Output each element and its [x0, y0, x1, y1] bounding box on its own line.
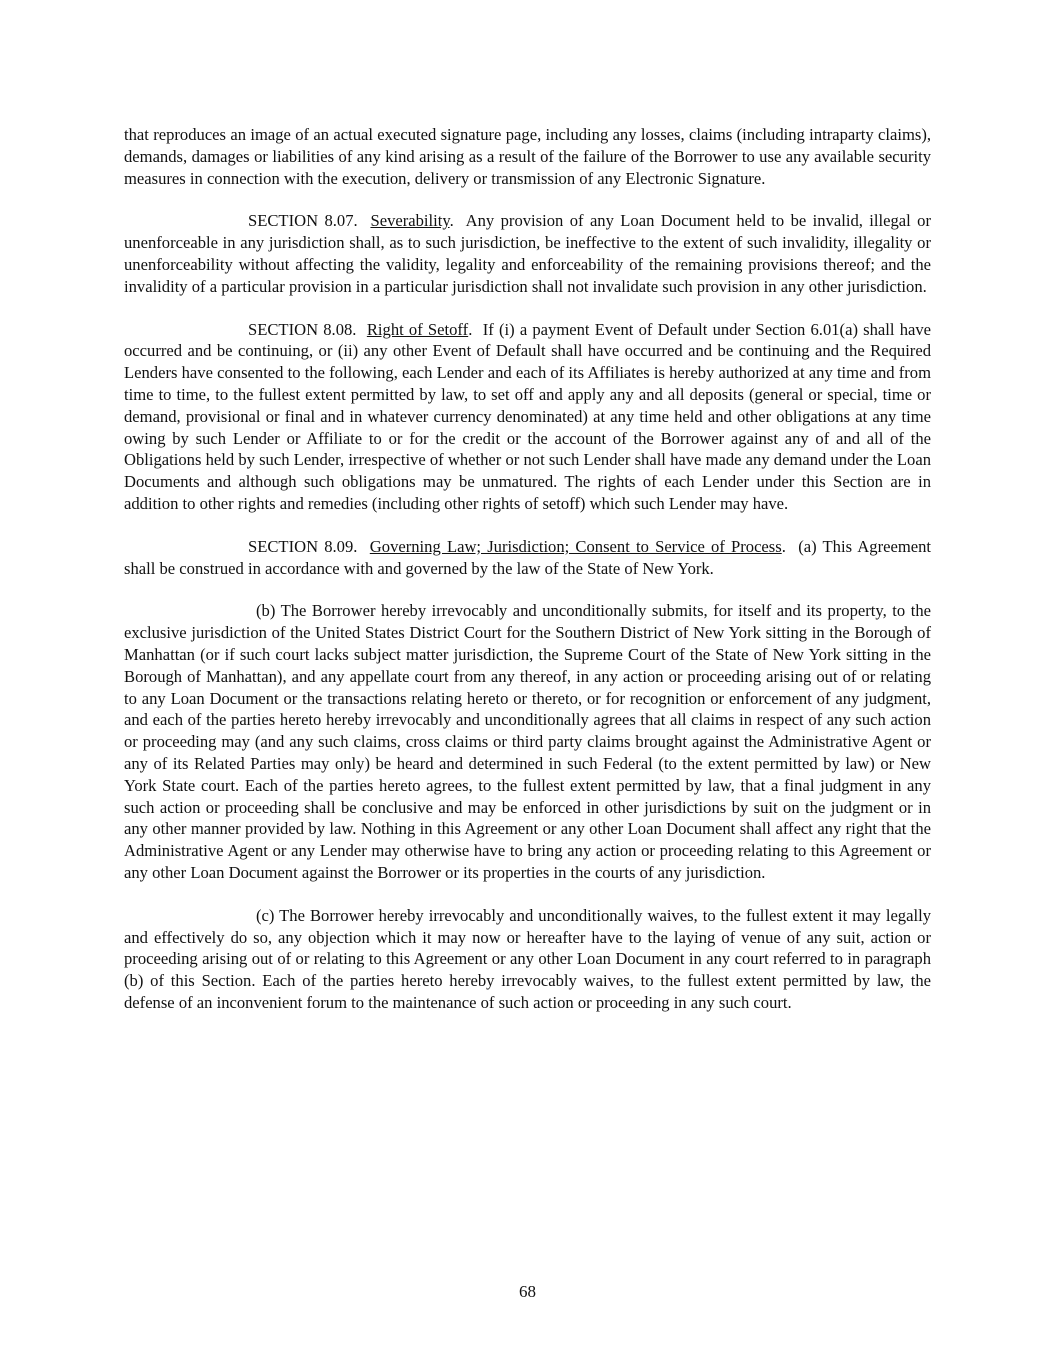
section-title: Right of Setoff	[366, 319, 469, 339]
subsection-b: (b) The Borrower hereby irrevocably and unconditionally submits, for itself and its property, to the exclusive jurisdiction of the United States District Court for the Southern District of New York sitting in the Borough of Manhattan (or if such court lacks subject matter jurisdiction, the Supreme Court of the State of New York sitting in the Borough of Manhattan), and any appellate court from any thereof, in any action or proceeding arising out of or relating to any Loan Document or the transactions relating hereto or thereto, or for recognition or enforcement of any judgment, and each of the parties hereto hereby irrevocably and unconditionally agrees that all claims in respect of any such action or proceeding may (and any such claims, cross claims or third party claims brought against the Administrative Agent or any of its Related Parties may only) be heard and determined in such Federal (to the extent permitted by law) or New York State court. Each of the parties hereto agrees, to the fullest extent permitted by law, that a final judgment in any such action or proceeding shall be conclusive and may be enforced in other jurisdictions by suit on the judgment or in any other manner provided by law. Nothing in this Agreement or any other Loan Document shall affect any right that the Administrative Agent or any Lender may otherwise have to bring any action or proceeding relating to this Agreement or any other Loan Document against the Borrower or its properties in the courts of any jurisdiction.	[124, 601, 931, 882]
section-number: SECTION 8.07.	[248, 211, 358, 231]
section-body: Any provision of any Loan Document held to be invalid, illegal or unenforceable in any jurisdiction shall, as to such jurisdiction, be ineffective to the extent of such invalidity, illegality or unenforceability without affecting the validity, legality and enforceability of the remaining provisions thereof; and the invalidity of a particular provision in a particular jurisdiction shall not invalidate such provision in any other jurisdiction.	[124, 211, 932, 296]
continuation-paragraph: that reproduces an image of an actual executed signature page, including any losses, claims (including intraparty claims), demands, damages or liabilities of any kind arising as a result of the failure of the Borrower to use any available security measures in connection with the execution, delivery or transmission of any Electronic Signature.	[124, 125, 931, 188]
section-title-punct: .	[781, 536, 786, 556]
document-page	[124, 124, 931, 1035]
subsection-c: (c) The Borrower hereby irrevocably and unconditionally waives, to the fullest extent it may legally and effectively do so, any objection which it may now or hereafter have to the laying of venue of any suit, action or proceeding arising out of or relating to this Agreement or any other Loan Document in any court referred to in paragraph (b) of this Section. Each of the parties hereto hereby irrevocably waives, to the fullest extent permitted by law, the defense of an inconvenient forum to the maintenance of such action or proceeding in any such court.	[124, 905, 931, 1012]
section-number: SECTION 8.08.	[248, 319, 357, 339]
section-title-punct: .	[449, 211, 454, 231]
section-number: SECTION 8.09.	[248, 536, 358, 556]
page-number: 68	[519, 1282, 536, 1301]
section-body: (a) This Agreement shall be construed in accordance with and governed by the law of the State of New York.	[124, 536, 932, 578]
section-title: Governing Law; Jurisdiction; Consent to Service of Process	[369, 536, 782, 556]
section-8-08	[124, 319, 931, 515]
section-8-07	[124, 210, 931, 297]
section-title-punct: .	[468, 319, 473, 339]
section-title: Severability	[370, 211, 450, 231]
section-8-09	[124, 536, 931, 580]
section-body: If (i) a payment Event of Default under Section 6.01(a) shall have occurred and be continuing, or (ii) any other Event of Default shall have occurred and be continuing and the Required Lenders have consented to the following, each Lender and each of its Affiliates is hereby authorized at any time and from time to time, to the fullest extent permitted by law, to set off and apply any and all deposits (general or special, time or demand, provisional or final and in whatever currency denominated) at any time held and other obligations at any time owing by such Lender or Affiliate to or for the credit or the account of the Borrower against any of and all of the Obligations held by such Lender, irrespective of whether or not such Lender shall have made any demand under the Loan Documents and although such obligations may be unmatured. The rights of each Lender under this Section are in addition to other rights and remedies (including other rights of setoff) which such Lender may have.	[124, 319, 932, 513]
